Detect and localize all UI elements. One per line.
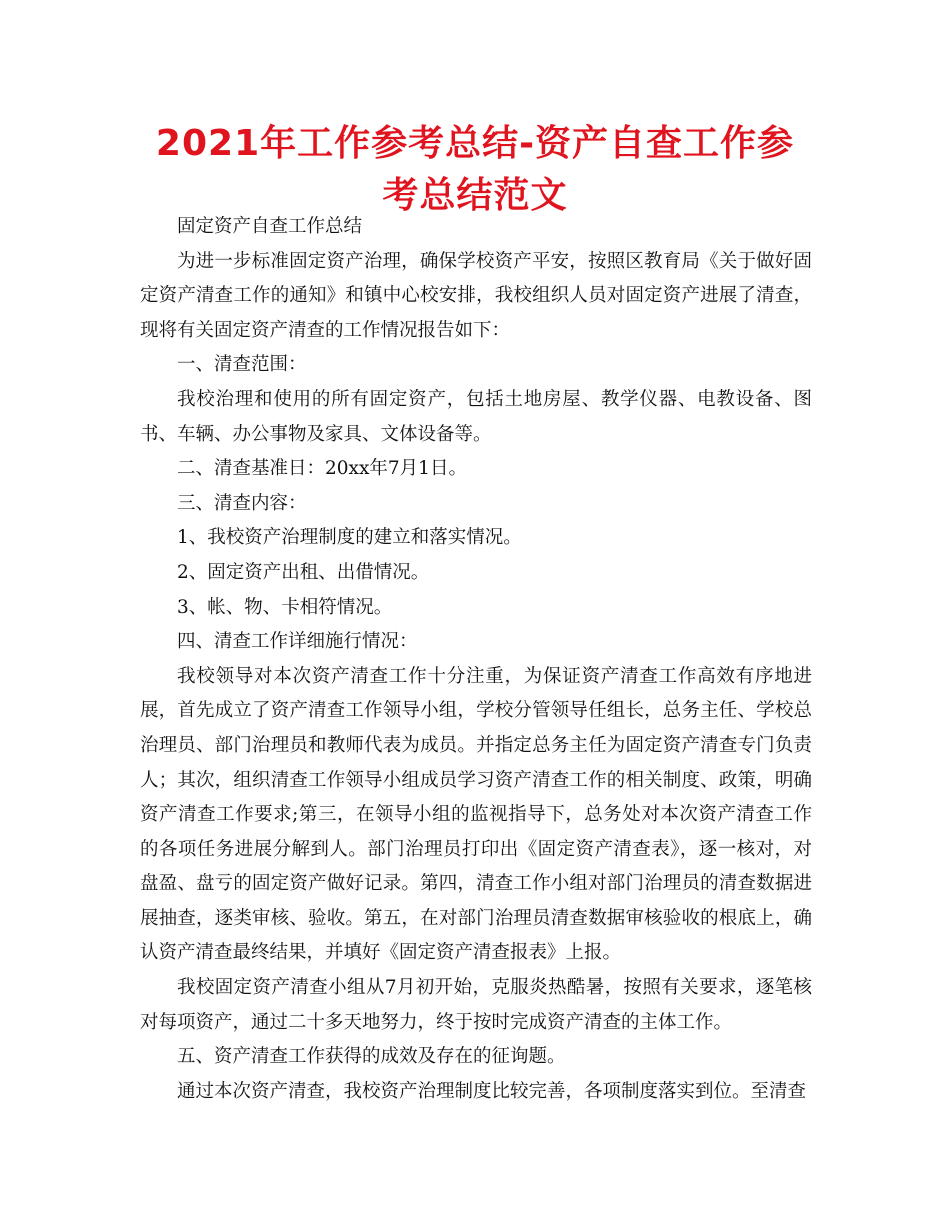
list-item-1: 1、我校资产治理制度的建立和落实情况。 — [177, 527, 522, 549]
section-heading-scope: 一、清查范围： — [177, 354, 307, 376]
paragraph-scope: 我校治理和使用的所有固定资产，包括土地房屋、教学仪器、电教设备、图书、车辆、办公事物及家具、文体设备等。 — [140, 388, 812, 445]
paragraph-heading: 固定资产自查工作总结 — [177, 216, 363, 237]
list-item-2: 2、固定资产出租、出借情况。 — [177, 561, 430, 583]
paragraph-intro: 为进一步标准固定资产治理，确保学校资产平安，按照区教育局《关于做好固定资产清查工作的通知》和镇中心校安排，我校组织人员对固定资产进展了清查，现将有关固定资产清查的工作情况报告如下： — [140, 250, 812, 341]
paragraph-implementation: 我校领导对本次资产清查工作十分注重，为保证资产清查工作高效有序地进展，首先成立了资产清查工作领导小组，学校分管领导任组长，总务主任、学校总治理员、部门治理员和教师代表为成员。并指定总务主任为固定资产清查专门负责人；其次，组织清查工作领导小组成员学习资产清查工作的相关制度、政策，明确资产清查工作要求;第三，在领导小组的监视指导下，总务处对本次资产清查工作的各项任务进展分解到人。部门治理员打印出《固定资产清查表》，逐一核对，对盘盈、盘亏的固定资产做好记录。第四，清查工作小组对部门治理员的清查数据进展抽查，逐类审核、验收。第五，在对部门治理员清查数据审核验收的根底上，确认资产清查最终结果，并填好《固定资产清查报表》上报。 — [140, 665, 812, 964]
paragraph-progress: 我校固定资产清查小组从7月初开始，克服炎热酷暑，按照有关要求，逐笔核对每项资产，通过二十多天地努力，终于按时完成资产清查的主体工作。 — [140, 977, 812, 1033]
section-heading-implementation: 四、清查工作详细施行情况： — [177, 631, 418, 653]
document-title: 2021年工作参考总结-资产自查工作参考总结范文 — [155, 123, 795, 216]
section-heading-base-date: 二、清查基准日：20xx年7月1日。 — [177, 458, 467, 480]
section-heading-content: 三、清查内容： — [177, 492, 307, 514]
document-body — [140, 210, 812, 1109]
list-item-3: 3、帐、物、卡相符情况。 — [177, 596, 393, 618]
section-heading-results: 五、资产清查工作获得的成效及存在的征询题。 — [177, 1046, 566, 1068]
paragraph-results: 通过本次资产清查，我校资产治理制度比较完善，各项制度落实到位。至清查 — [177, 1080, 807, 1102]
